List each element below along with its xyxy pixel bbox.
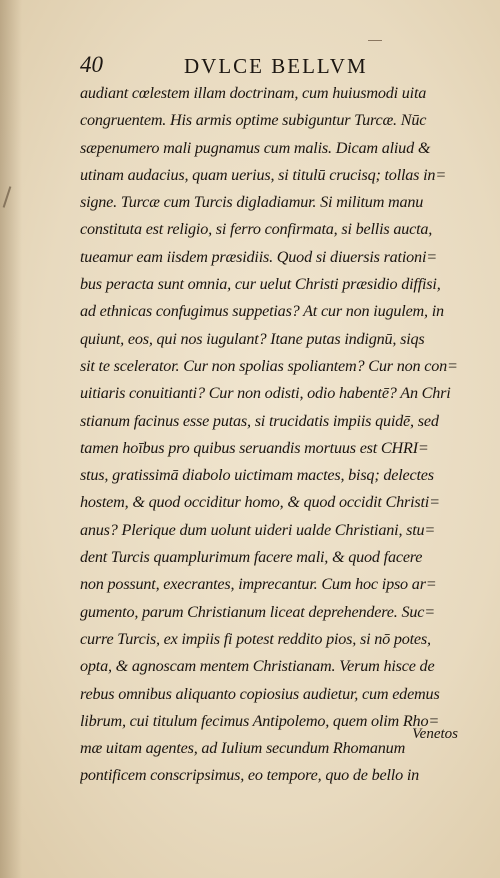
folio-number: 40 xyxy=(80,52,103,77)
catchword: Venetos xyxy=(412,726,458,742)
text-line: sæpenumero mali pugnamus cum malis. Dicam aliud & xyxy=(80,138,431,157)
text-line: sit te scelerator. Cur non spolias spoliantem? Cur non con= xyxy=(80,356,458,375)
running-title: DVLCE BELLVM xyxy=(184,54,368,78)
text-line: stianum facinus esse putas, si trucidatis impiis quidē, sed xyxy=(80,411,439,430)
text-line: tueamur eam iisdem præsidiis. Quod si diuersis rationi= xyxy=(80,247,437,266)
text-line: gumento, parum Christianum liceat deprehendere. Suc= xyxy=(80,602,435,621)
text-line: mæ uitam agentes, ad Iulium secundum Rhomanum xyxy=(80,739,406,758)
text-line: curre Turcis, ex impiis fi potest reddito pios, si nō potes, xyxy=(80,629,431,648)
page-header xyxy=(76,52,456,82)
text-line: uitiaris conuitianti? Cur non odisti, odio habentē? An Chri xyxy=(80,384,451,403)
text-line: non possunt, execrantes, imprecantur. Cum hoc ipso ar= xyxy=(80,575,437,594)
corner-mark xyxy=(368,40,382,41)
text-line: utinam audacius, quam uerius, si titulū crucisq; tollas in= xyxy=(80,165,447,184)
text-line: audiant cœlestem illam doctrinam, cum huiusmodi uita xyxy=(80,84,427,102)
text-line: constituta est religio, si ferro confirmata, si bellis aucta, xyxy=(80,220,433,239)
text-line: hostem, & quod occiditur homo, & quod occidit Christi= xyxy=(80,493,440,512)
text-line: bus peracta sunt omnia, cur uelut Christi præsidio diffisi, xyxy=(80,275,441,294)
body-text xyxy=(80,80,470,790)
text-line: quiunt, eos, qui nos iugulant? Itane putas indignū, siqs xyxy=(80,329,425,348)
text-line: anus? Plerique dum uolunt uideri ualde Christiani, stu= xyxy=(80,520,436,539)
text-line: ad ethnicas confugimus suppetias? At cur non iugulem, in xyxy=(80,302,444,321)
text-line: rebus omnibus aliquanto copiosius audietur, cum edemus xyxy=(80,684,440,703)
text-line: dent Turcis quamplurimum facere mali, & quod facere xyxy=(80,548,423,567)
text-line: librum, cui titulum fecimus Antipolemo, quem olim Rho= xyxy=(80,711,440,730)
text-line: congruentem. His armis optime subiguntur Turcæ. Nūc xyxy=(80,111,427,130)
text-line: pontificem conscripsimus, eo tempore, quo de bello in xyxy=(80,766,420,785)
gutter-shadow xyxy=(0,0,22,878)
text-line: tamen hoībus pro quibus seruandis mortuus est CHRI= xyxy=(80,438,429,457)
text-line: opta, & agnoscam mentem Christianam. Verum hisce de xyxy=(80,657,435,676)
text-line: stus, gratissimā diabolo uictimam mactes, bisq; delectes xyxy=(80,466,434,485)
text-line: signe. Turcæ cum Turcis digladiamur. Si militum manu xyxy=(80,193,424,212)
